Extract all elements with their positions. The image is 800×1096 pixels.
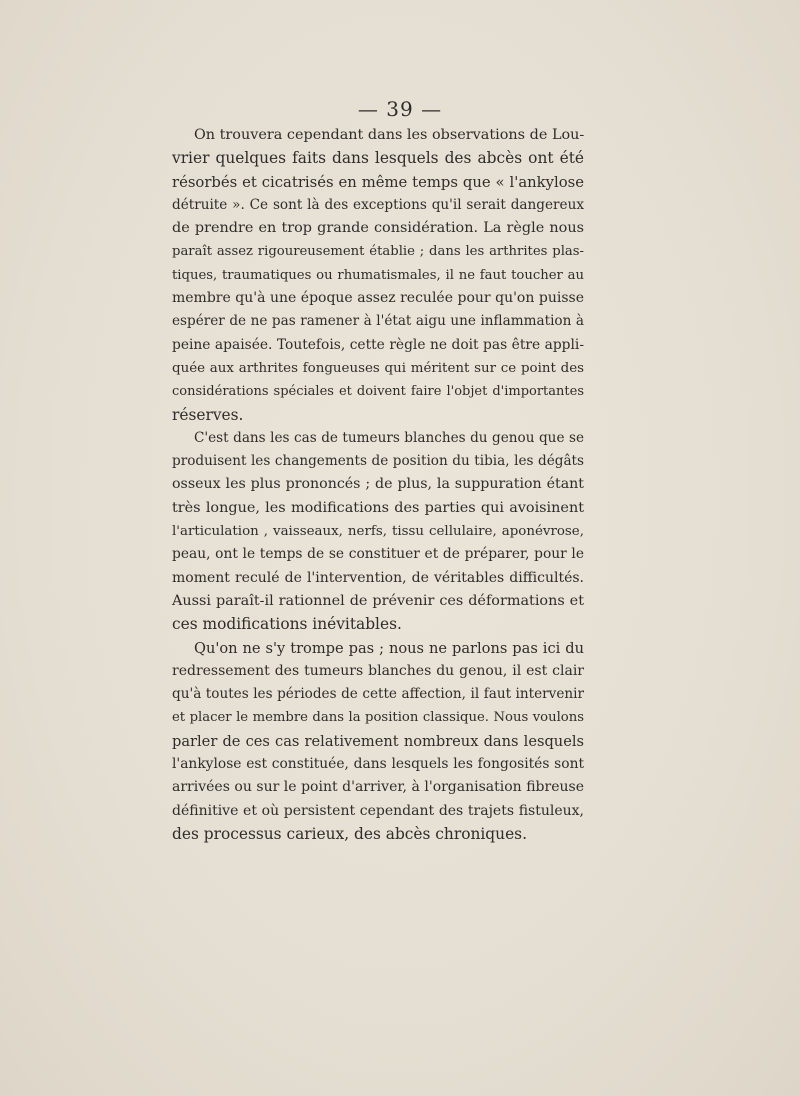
text-line: l'articulation , vaisseaux, nerfs, tissu cellulaire, aponévrose, <box>172 524 584 540</box>
text-line: très longue, les modifications des parties qui avoisinent <box>172 499 584 516</box>
text-line: l'ankylose est constituée, dans lesquels les fongosités sont <box>172 756 584 773</box>
text-line: des processus carieux, des abcès chroniques. <box>172 824 527 843</box>
body-text <box>172 124 584 846</box>
text-line: définitive et où persistent cependant des trajets fistuleux, <box>172 802 584 819</box>
text-line: et placer le membre dans la position classique. Nous voulons <box>172 710 584 726</box>
text-line: réserves. <box>172 405 244 424</box>
text-line: parler de ces cas relativement nombreux dans lesquels <box>172 732 584 750</box>
text-line: espérer de ne pas ramener à l'état aigu une inflammation à <box>172 313 584 330</box>
text-line: détruite ». Ce sont là des exceptions qu'il serait dangereux <box>172 196 584 213</box>
text-line: paraît assez rigoureusement établie ; dans les arthrites plas- <box>172 244 584 260</box>
text-line: tiques, traumatiques ou rhumatismales, il ne faut toucher au <box>172 267 584 283</box>
text-line: membre qu'à une époque assez reculée pour qu'on puisse <box>172 290 584 307</box>
text-line: quée aux arthrites fongueuses qui méritent sur ce point des <box>172 360 584 376</box>
text-line: qu'à toutes les périodes de cette affection, il faut intervenir <box>172 686 584 703</box>
text-line: moment reculé de l'intervention, de véritables difficultés. <box>172 569 584 586</box>
text-line: arrivées ou sur le point d'arriver, à l'organisation fibreuse <box>172 779 584 796</box>
text-line: résorbés et cicatrisés en même temps que « l'ankylose <box>172 173 584 191</box>
text-line: redressement des tumeurs blanches du genou, il est clair <box>172 662 584 679</box>
text-line: considérations spéciales et doivent faire l'objet d'importantes <box>172 384 584 400</box>
text-line: vrier quelques faits dans lesquels des abcès ont été <box>172 149 584 168</box>
text-line: ces modifications inévitables. <box>172 615 402 634</box>
text-line: produisent les changements de position du tibia, les dégâts <box>172 453 584 470</box>
text-line: peine apaisée. Toutefois, cette règle ne doit pas être appli- <box>172 336 584 353</box>
page-number: — 39 — <box>357 97 443 121</box>
text-line: On trouvera cependant dans les observations de Lou- <box>194 127 585 143</box>
text-line: peau, ont le temps de se constituer et de préparer, pour le <box>172 546 584 563</box>
text-line: C'est dans les cas de tumeurs blanches du genou que se <box>194 429 584 446</box>
text-line: osseux les plus prononcés ; de plus, la suppuration étant <box>172 476 584 493</box>
text-line: de prendre en trop grande considération. La règle nous <box>172 220 584 237</box>
text-line: Aussi paraît-il rationnel de prévenir ces déformations et <box>172 592 584 609</box>
text-line: Qu'on ne s'y trompe pas ; nous ne parlons pas ici du <box>194 639 584 657</box>
